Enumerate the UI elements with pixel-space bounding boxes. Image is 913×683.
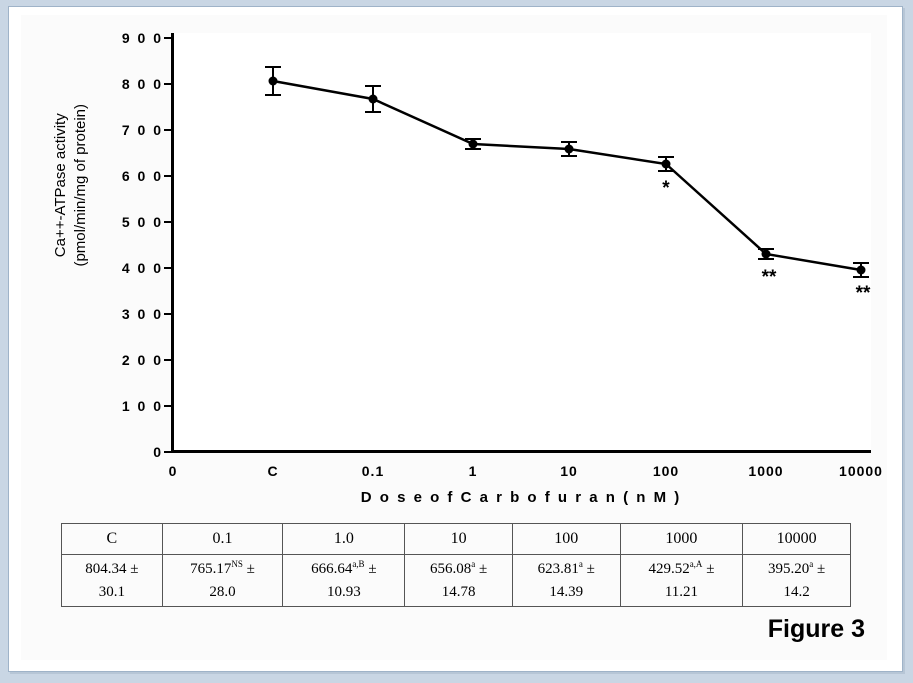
cell-error: 14.78 [441, 583, 476, 600]
cell-error: 14.39 [549, 583, 584, 600]
table-cell-100 [512, 555, 620, 607]
y-axis-title-line1: Ca++-ATPase activity [51, 113, 69, 258]
table-header-1000: 1000 [620, 524, 743, 555]
y-axis-title-line2: (pmol/min/mg of protein) [72, 103, 89, 267]
y-tick-label-600: 6 0 0 [121, 168, 163, 184]
cell-error: 28.0 [209, 583, 236, 600]
annotation-significance-10000: ** [855, 283, 871, 304]
cell-value: 765.17 [190, 561, 232, 577]
cell-plusminus: ± [364, 561, 377, 577]
figure-frame [8, 6, 903, 672]
chart-canvas [21, 15, 887, 515]
cell-value: 623.81 [537, 561, 579, 577]
table-cell-1000 [620, 555, 743, 607]
cell-value: 429.52 [648, 561, 690, 577]
y-tick-label-800: 8 0 0 [121, 76, 163, 92]
data-point-markers [269, 77, 866, 275]
cell-plusminus: ± [813, 561, 826, 577]
cell-value: 804.34 ± [85, 561, 139, 577]
cell-value: 666.64 [311, 561, 353, 577]
cell-value: 656.08 [429, 561, 472, 577]
cell-superscript: a [578, 559, 583, 569]
y-tick-label-200: 2 0 0 [121, 352, 163, 368]
cell-plusminus: ± [475, 561, 488, 577]
cell-plusminus: ± [702, 561, 715, 577]
figure-inner-panel [21, 15, 887, 660]
table-header-10: 10 [405, 524, 513, 555]
table-header-row [62, 524, 851, 555]
x-tick-label-1000: 1000 [748, 463, 784, 479]
cell-error: 10.93 [326, 583, 361, 600]
table-cell-1p0 [283, 555, 405, 607]
annotation-significance-1000: ** [761, 267, 777, 288]
y-tick-label-100: 1 0 0 [121, 398, 163, 414]
cell-error: 30.1 [98, 583, 125, 600]
x-tick-label-10: 10 [560, 463, 578, 479]
data-table [61, 523, 851, 607]
data-table-wrapper [61, 523, 851, 607]
y-tick-label-700: 7 0 0 [121, 122, 163, 138]
cell-value: 395.20 [768, 561, 810, 577]
cell-superscript: a,A [689, 559, 703, 569]
y-tick-label-400: 4 0 0 [121, 260, 163, 276]
data-series-line [21, 15, 887, 515]
table-header-0p1: 0.1 [162, 524, 283, 555]
y-tick-label-500: 5 0 0 [121, 214, 163, 230]
annotation-significance-100: * [662, 178, 670, 199]
cell-superscript: NS [231, 559, 243, 569]
table-header-c: C [62, 524, 163, 555]
y-tick-label-0: 0 [153, 444, 163, 460]
cell-plusminus: ± [582, 561, 595, 577]
error-bars [265, 67, 869, 277]
x-axis-title: D o s e o f C a r b o f u r a n ( n M ) [360, 489, 682, 506]
table-header-10000: 10000 [743, 524, 851, 555]
table-header-1p0: 1.0 [283, 524, 405, 555]
x-tick-label-100: 100 [652, 463, 680, 479]
cell-superscript: a [471, 559, 476, 569]
cell-error: 14.2 [783, 583, 810, 600]
cell-superscript: a [809, 559, 814, 569]
y-tick-label-300: 3 0 0 [121, 306, 163, 322]
table-cell-0p1 [162, 555, 283, 607]
table-header-100: 100 [512, 524, 620, 555]
x-tick-label-1: 1 [468, 463, 478, 479]
table-cell-10 [405, 555, 513, 607]
x-tick-label-0: 0 [168, 463, 178, 479]
x-tick-label-0p1: 0.1 [361, 463, 385, 479]
table-row [62, 555, 851, 607]
cell-plusminus: ± [242, 561, 255, 577]
cell-superscript: a,B [352, 559, 365, 569]
y-tick-label-900: 9 0 0 [121, 30, 163, 46]
cell-error: 11.21 [664, 583, 699, 600]
x-tick-label-c: C [267, 463, 279, 479]
figure-caption: Figure 3 [767, 615, 865, 643]
table-cell-10000 [743, 555, 851, 607]
x-tick-label-10000: 10000 [839, 463, 883, 479]
series-polyline [273, 81, 861, 270]
table-cell-c [62, 555, 163, 607]
